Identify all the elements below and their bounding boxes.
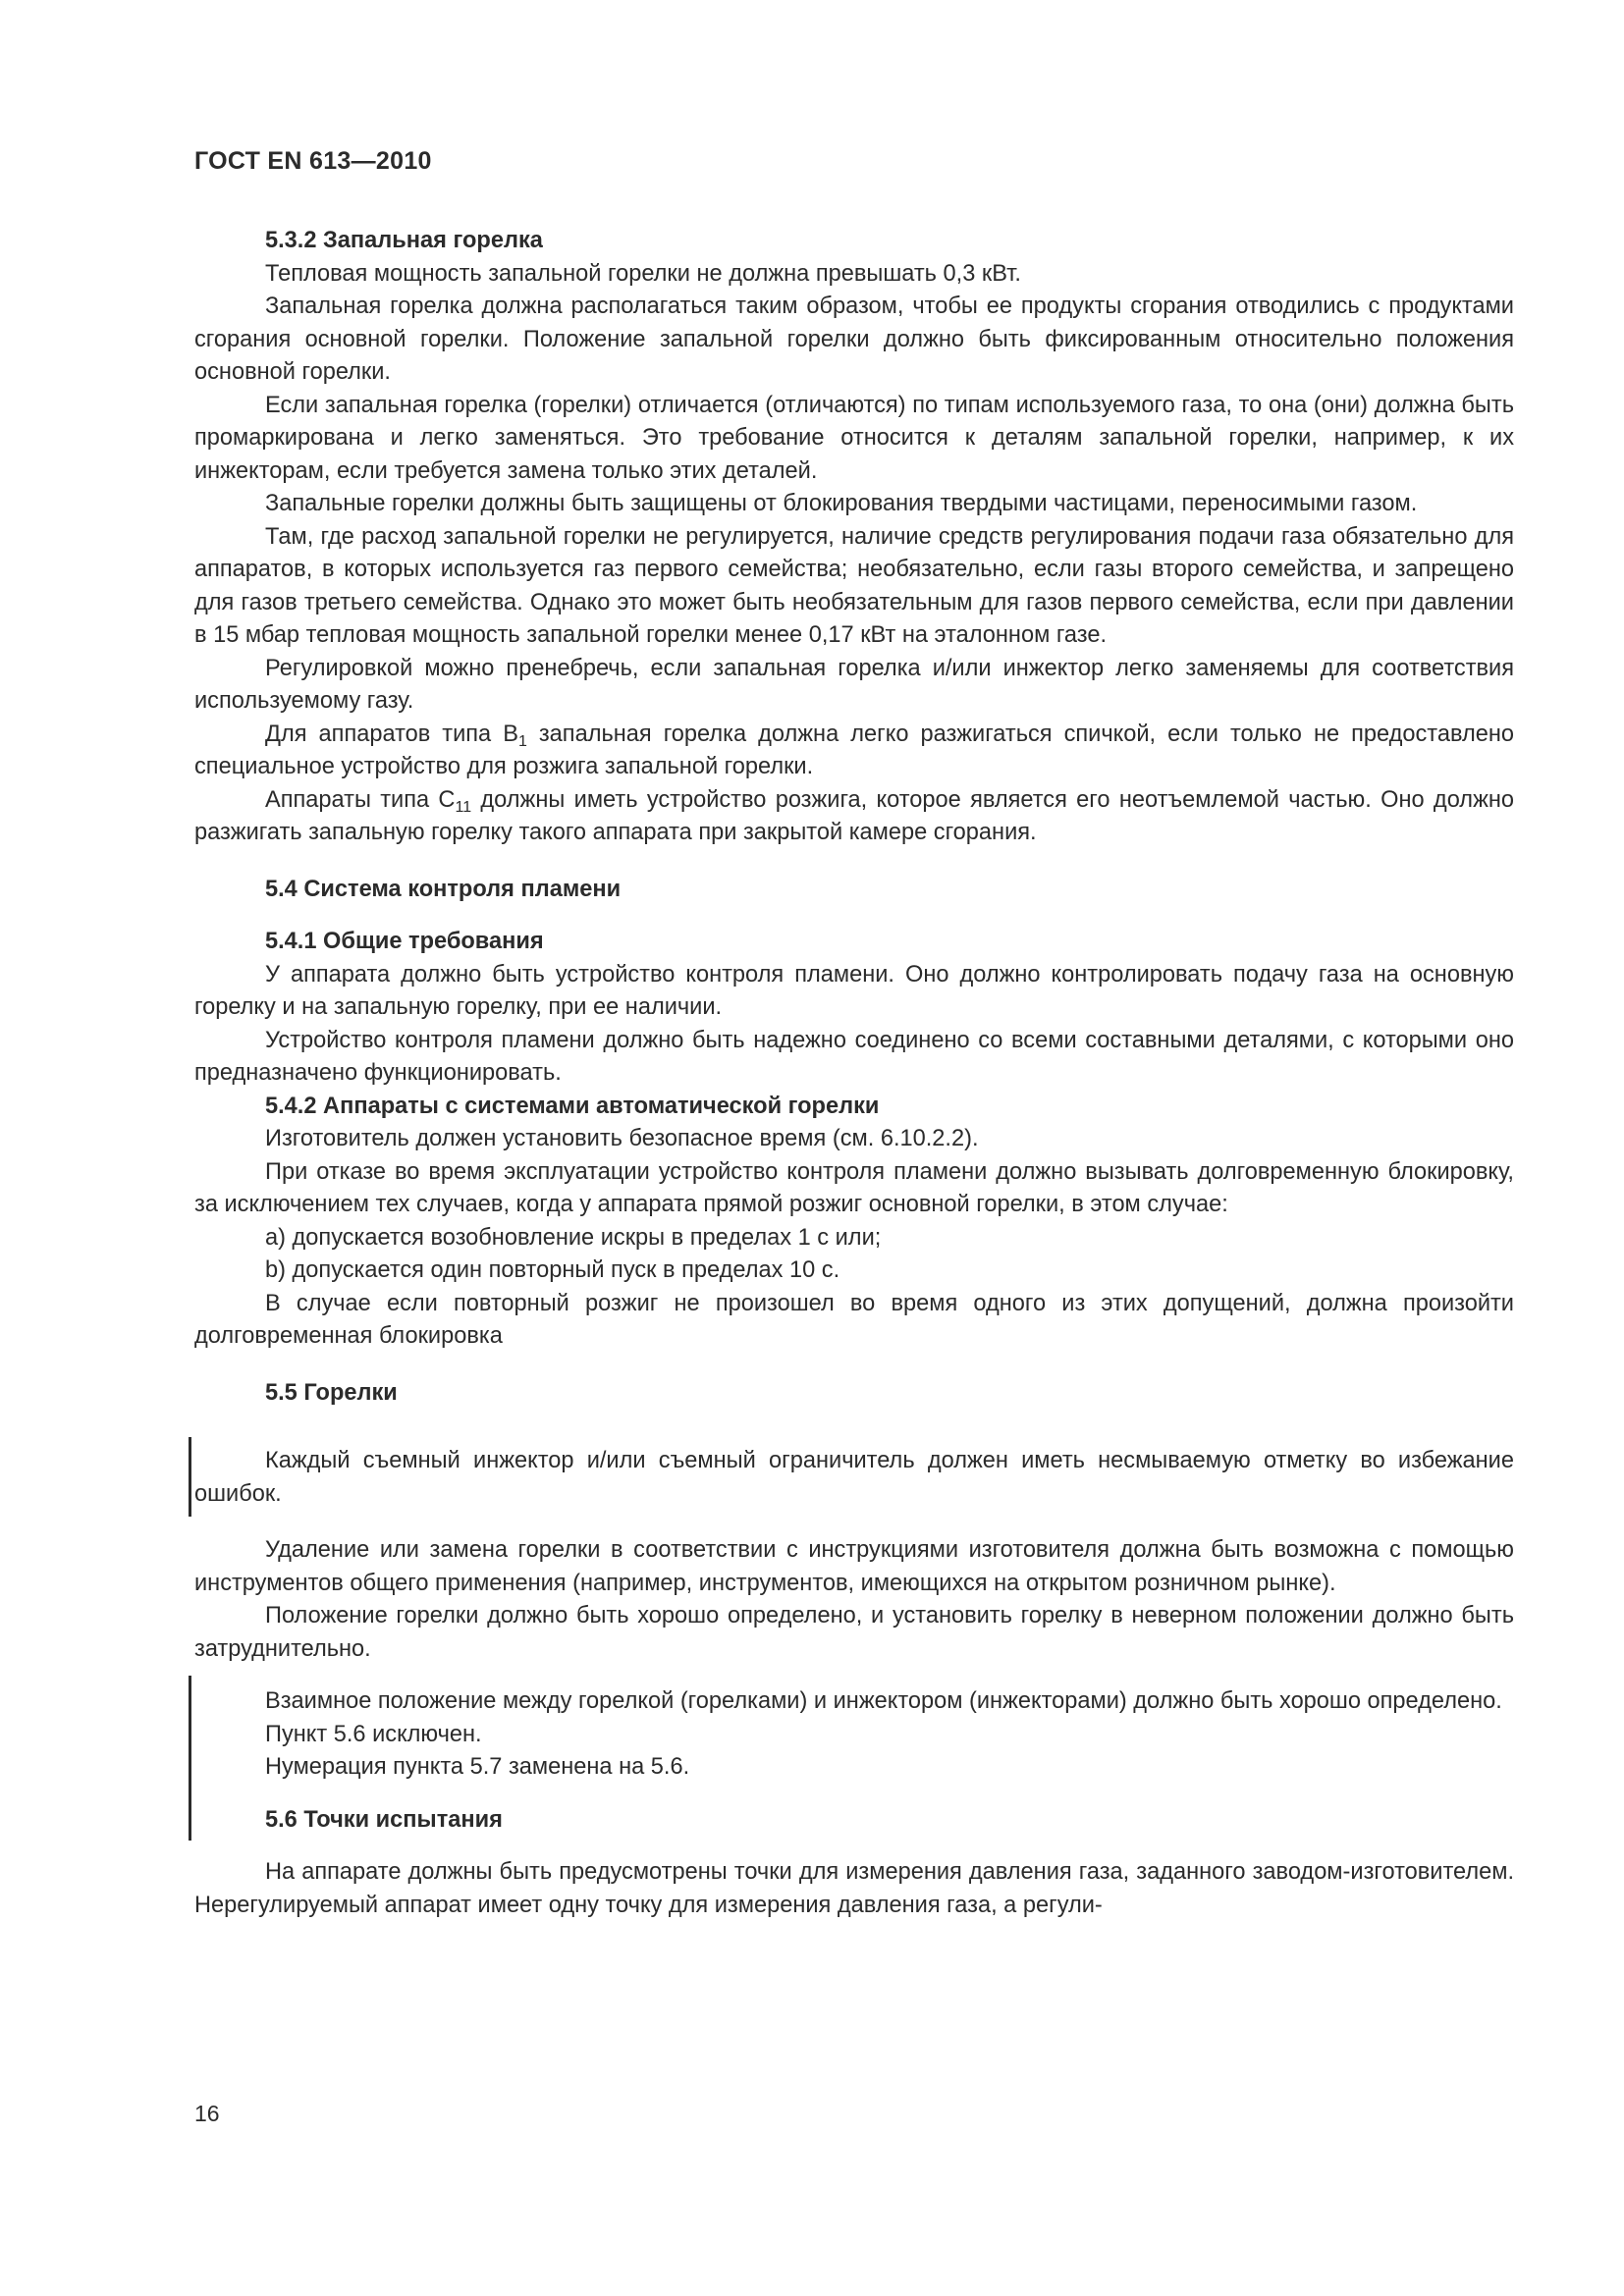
paragraph-type-b1: [194, 719, 1514, 784]
paragraph: Удаление или замена горелки в соответствии с инструкциями изготовителя должна быть возможна с помощью инструментов общего применения (например, инструментов, имеющихся на открытом розничном рынке).: [194, 1537, 1514, 1596]
section-title-5-4-1: 5.4.1 Общие требования: [265, 929, 544, 954]
change-marked-block: [194, 1685, 1514, 1837]
section-title-5-4-2: 5.4.2 Аппараты с системами автоматической горелки: [265, 1093, 880, 1119]
paragraph: Тепловая мощность запальной горелки не должна превышать 0,3 кВт.: [265, 260, 1021, 287]
page-content: [194, 225, 1514, 1922]
paragraph: При отказе во время эксплуатации устройство контроля пламени должно вызывать долговременную блокировку, за исключением тех случаев, когда у аппарата прямой розжиг основной горелки, в этом случае:: [194, 1158, 1514, 1217]
text-fragment: Для аппаратов типа B: [265, 721, 518, 747]
list-item-a: a) допускается возобновление искры в пределах 1 с или;: [265, 1224, 882, 1251]
paragraph: Если запальная горелка (горелки) отличается (отличаются) по типам используемого газа, то она (они) должна быть промаркирована и легко заменяться. Это требование относится к деталям запальной горелки, например, к их инжекторам, если требуется замена только этих деталей.: [194, 392, 1514, 484]
subscript: 11: [455, 798, 472, 816]
text-fragment: должны иметь устройство розжига, которое является его неотъемлемой частью. Оно должно разжигать запальную горелку такого аппарата при закрытой камере сгорания.: [194, 786, 1514, 845]
paragraph: Регулировкой можно пренебречь, если запальная горелка и/или инжектор легко заменяемы для соответствия используемому газу.: [194, 655, 1514, 714]
paragraph: Положение горелки должно быть хорошо определено, и установить горелку в неверном положении должно быть затруднительно.: [194, 1603, 1514, 1662]
paragraph: Запальные горелки должны быть защищены от блокирования твердыми частицами, переносимыми газом.: [265, 491, 1418, 516]
paragraph: Каждый съемный инжектор и/или съемный ограничитель должен иметь несмываемую отметку во избежание ошибок.: [194, 1448, 1514, 1507]
subscript: 1: [517, 732, 527, 750]
paragraph-type-c11: [194, 784, 1514, 850]
paragraph: Изготовитель должен установить безопасное время (см. 6.10.2.2).: [265, 1126, 979, 1151]
section-title-5-4: 5.4 Система контроля пламени: [265, 876, 622, 902]
section-title-5-3-2: 5.3.2 Запальная горелка: [265, 228, 543, 253]
page-number: 16: [194, 2101, 220, 2126]
paragraph: Устройство контроля пламени должно быть надежно соединено со всеми составными деталями, с которыми оно предназначено функционировать.: [194, 1027, 1514, 1086]
paragraph: В случае если повторный розжиг не произошел во время одного из этих допущений, должна произойти долговременная блокировка: [194, 1290, 1514, 1349]
section-title-5-5: 5.5 Горелки: [265, 1379, 398, 1406]
paragraph: Запальная горелка должна располагаться таким образом, чтобы ее продукты сгорания отводились с продуктами сгорания основной горелки. Положение запальной горелки должно быть фиксированным относительно положения основной горелки.: [194, 294, 1514, 385]
text-fragment: запальная горелка должна легко разжигаться спичкой, если только не предоставлено специальное устройство для розжига запальной горелки.: [194, 721, 1514, 779]
paragraph: Взаимное положение между горелкой (горелками) и инжектором (инжекторами) должно быть хорошо определено.: [265, 1688, 1502, 1714]
list-item-b: b) допускается один повторный пуск в пределах 10 с.: [265, 1257, 840, 1283]
paragraph: У аппарата должно быть устройство контроля пламени. Оно должно контролировать подачу газа на основную горелку и на запальную горелку, при ее наличии.: [194, 961, 1514, 1020]
paragraph: Нумерация пункта 5.7 заменена на 5.6.: [265, 1754, 690, 1780]
paragraph: Там, где расход запальной горелки не регулируется, наличие средств регулирования подачи газа обязательно для аппаратов, в которых используется газ первого семейства; необязательно, если газы второго семейства, и запрещено для газов третьего семейства. Однако это может быть необязательным для газов первого семейства, если при давлении в 15 мбар тепловая мощность запальной горелки менее 0,17 кВт на эталонном газе.: [194, 523, 1514, 648]
paragraph: Пункт 5.6 исключен.: [265, 1721, 482, 1747]
standard-header: ГОСТ EN 613—2010: [194, 147, 432, 175]
text-fragment: Аппараты типа C: [265, 786, 456, 813]
paragraph: На аппарате должны быть предусмотрены точки для измерения давления газа, заданного заводом-изготовителем. Нерегулируемый аппарат имеет одну точку для измерения давления газа, а регули-: [194, 1859, 1514, 1918]
section-title-5-6: 5.6 Точки испытания: [265, 1806, 503, 1833]
change-marked-block: [194, 1445, 1514, 1511]
